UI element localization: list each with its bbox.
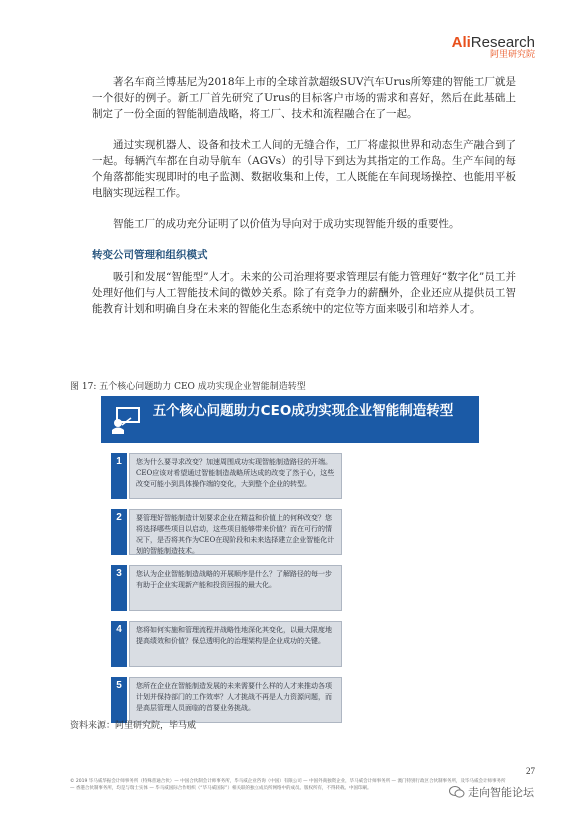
question-text: 要管理好智能制造计划要求企业在精益和价值上的何种改变？您将选择哪些项目以启动，这些项目能够带来价值？而在可行的情况下，是否将其作为CEO在现阶段和未来选择建立企业智能化计划的智能制造技术。 (129, 509, 342, 555)
infographic-body (101, 443, 479, 737)
question-item-3 (111, 565, 479, 611)
question-item-5 (111, 677, 479, 723)
infographic-title: 五个核心问题助力CEO成功实现企业智能制造转型 (152, 403, 454, 419)
question-item-2 (111, 509, 479, 555)
section-paragraph: 吸引和发展“智能型”人才。未来的公司治理将要求管理层有能力管理好“数字化”员工并处理好他们与人工智能技术间的微妙关系。除了有竞争力的薪酬外，企业还应从提供员工智能教育计划和明确自身在未来的智能化生态系统中的定位等方面来吸引和培养人才。 (92, 271, 516, 315)
main-content (92, 74, 516, 332)
logo-cn: 阿里研究院 (489, 50, 535, 60)
question-text: 您为什么要寻求改变？加速周围成功实现智能制造路径的开端。CEO应该对希望通过智能制造战略所达成的改变了然于心，这些改变可能小到具体操作端的变化，大到整个企业的转型。 (129, 453, 342, 499)
question-text: 您将如何实施和管理流程并战略性地深化其变化，以最大限度地提高绩效和价值？保总透明化的治理架构是企业成功的关键。 (129, 621, 342, 667)
question-text: 您认为企业智能制造战略的开展顺序是什么？了解路径的每一步有助于企业实现新产能和投资回报的最大化。 (129, 565, 342, 611)
logo-research: Research (470, 34, 535, 51)
watermark-text: 走向智能论坛 (468, 786, 534, 799)
figure-caption: 图 17: 五个核心问题助力 CEO 成功实现企业智能制造转型 (70, 382, 306, 392)
question-number: 3 (111, 565, 127, 611)
wechat-watermark (449, 784, 534, 800)
question-number: 2 (111, 509, 127, 555)
question-number: 1 (111, 453, 127, 499)
paragraph-3: 智能工厂的成功充分证明了以价值为导向对于成功实现智能升级的重要性。 (113, 218, 460, 230)
section-title: 转变公司管理和组织模式 (92, 249, 208, 261)
page-number: 27 (526, 766, 535, 776)
question-number: 5 (111, 677, 127, 723)
wechat-icon (449, 785, 465, 799)
footer-copyright: © 2019 毕马威华振会计师事务所（特殊普通合伙）— 中国合伙制会计师事务所，毕马威企业咨询（中国）有限公司 — 中国外商独资企业，毕马威会计师事务所 — 澳门特别行政区合伙制事务所，及毕马威会计师事务所 — 香港合伙制事务所，均是与瑞士实体 — 毕马威国际合作组织（“毕马威国际”）相关联的独立成员所网络中的成员。版权所有，不得转载。中国印刷。 (70, 779, 506, 791)
question-text: 您所在企业在智能制造发展的未来需要什么样的人才来推动各项计划并保持部门的工作效率？人才挑战不再是人力资源问题，而是高层管理人员面临的首要业务挑战。 (129, 677, 342, 723)
aliresearch-logo (452, 34, 535, 60)
question-item-4 (111, 621, 479, 667)
question-number: 4 (111, 621, 127, 667)
paragraph-2: 通过实现机器人、设备和技术工人间的无缝合作，工厂将虚拟世界和动态生产融合到了一起。每辆汽车都在自动导航车（AGVs）的引导下到达为其指定的工作岛。生产车间的每个角落都能实现即时的电子监测、数据收集和上传，工人既能在车间现场操控、也能用平板电脑实现远程工作。 (92, 139, 516, 199)
source-note: 资料来源：阿里研究院，毕马威 (70, 721, 197, 731)
logo-ali: Ali (451, 34, 471, 51)
paragraph-1: 著名车商兰博基尼为2018年上市的全球首款超级SUV汽车Urus所筹建的智能工厂就是一个很好的例子。新工厂首先研究了Urus的目标客户市场的需求和喜好，然后在此基础上制定了一份全面的智能制造战略，将工厂、技术和流程融合在了一起。 (92, 76, 516, 120)
presentation-icon (111, 406, 141, 434)
infographic-header (101, 396, 479, 443)
infographic (101, 396, 479, 737)
question-item-1 (111, 453, 479, 499)
